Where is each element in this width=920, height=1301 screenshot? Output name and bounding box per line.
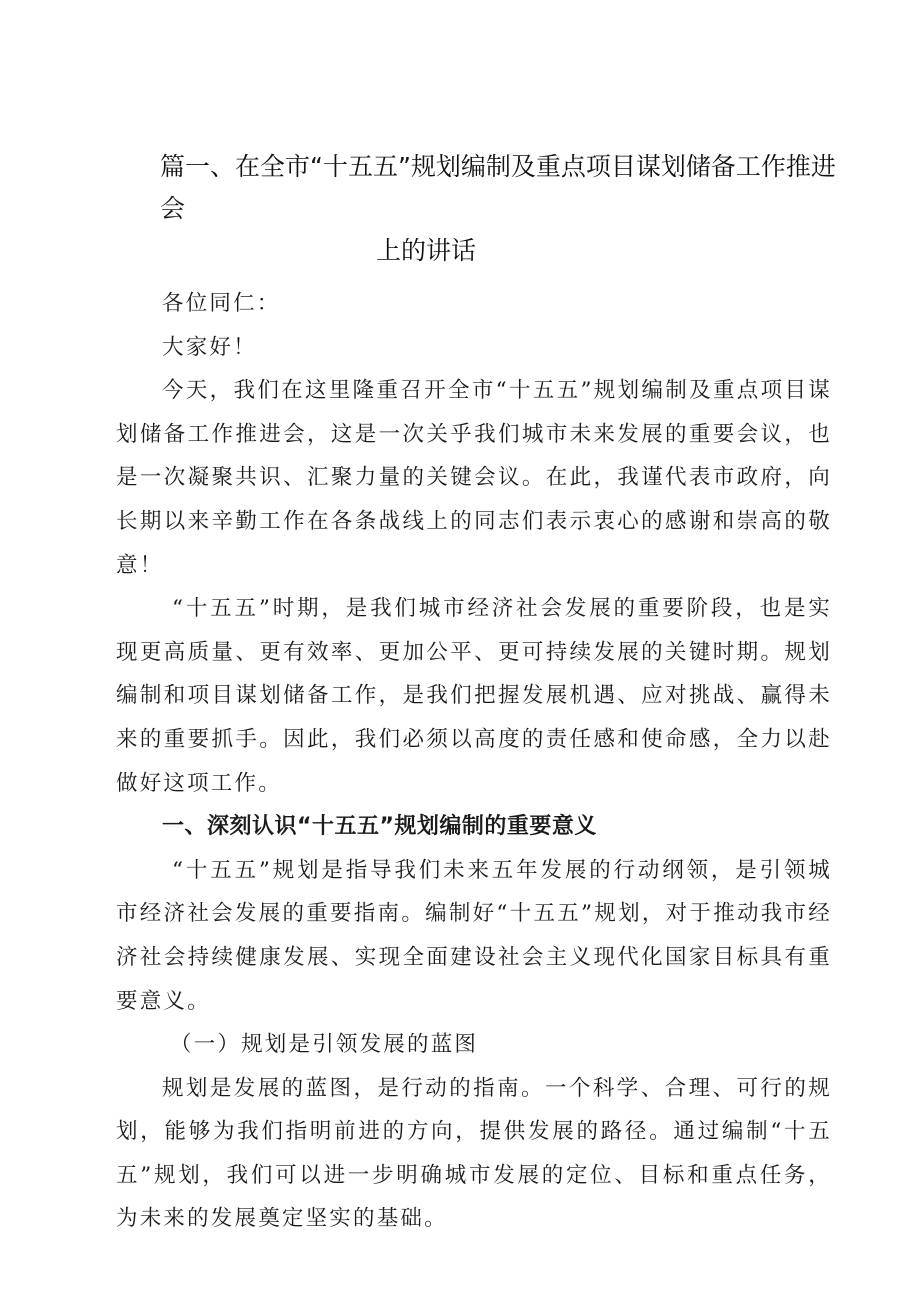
salutation: 各位同仁：	[162, 291, 281, 316]
subsection-1-paragraph: 规划是发展的蓝图，是行动的指南。一个科学、合理、可行的规划，能够为我们指明前进的方向，提供发展的路径。通过编制“十五五”规划，我们可以进一步明确城市发展的定位、目标和重点任务，为未来的发展奠定坚实的基础。	[116, 1075, 832, 1232]
title-line-1: 篇一、在全市“十五五”规划编制及重点项目谋划储备工作推进会	[160, 152, 836, 223]
subsection-1-heading: （一）规划是引领发展的蓝图	[170, 1032, 479, 1058]
paragraph-opening: 今天，我们在这里隆重召开全市“十五五”规划编制及重点项目谋划储备工作推进会，这是一次关乎我们城市未来发展的重要会议，也是一次凝聚共识、汇聚力量的关键会议。在此，我谨代表市政府，向长期以来辛勤工作在各条战线上的同志们表示衷心的感谢和崇高的敬意！	[116, 378, 832, 578]
title-line-2: 上的讲话	[376, 236, 477, 265]
section-1-heading: 一、深刻认识“十五五”规划编制的重要意义	[162, 814, 597, 840]
document-title	[160, 146, 840, 272]
paragraph-period: “十五五”时期，是我们城市经济社会发展的重要阶段，也是实现更高质量、更有效率、更加公平、更可持续发展的关键时期。规划编制和项目谋划储备工作，是我们把握发展机遇、应对挑战、赢得未来的重要抓手。因此，我们必须以高度的责任感和使命感，全力以赴做好这项工作。	[116, 596, 832, 796]
document-body	[116, 282, 832, 1241]
greeting: 大家好！	[162, 334, 257, 360]
section-1-paragraph: “十五五”规划是指导我们未来五年发展的行动纲领，是引领城市经济社会发展的重要指南。编制好“十五五”规划，对于推动我市经济社会持续健康发展、实现全面建设社会主义现代化国家目标具有重要意义。	[116, 857, 832, 1014]
